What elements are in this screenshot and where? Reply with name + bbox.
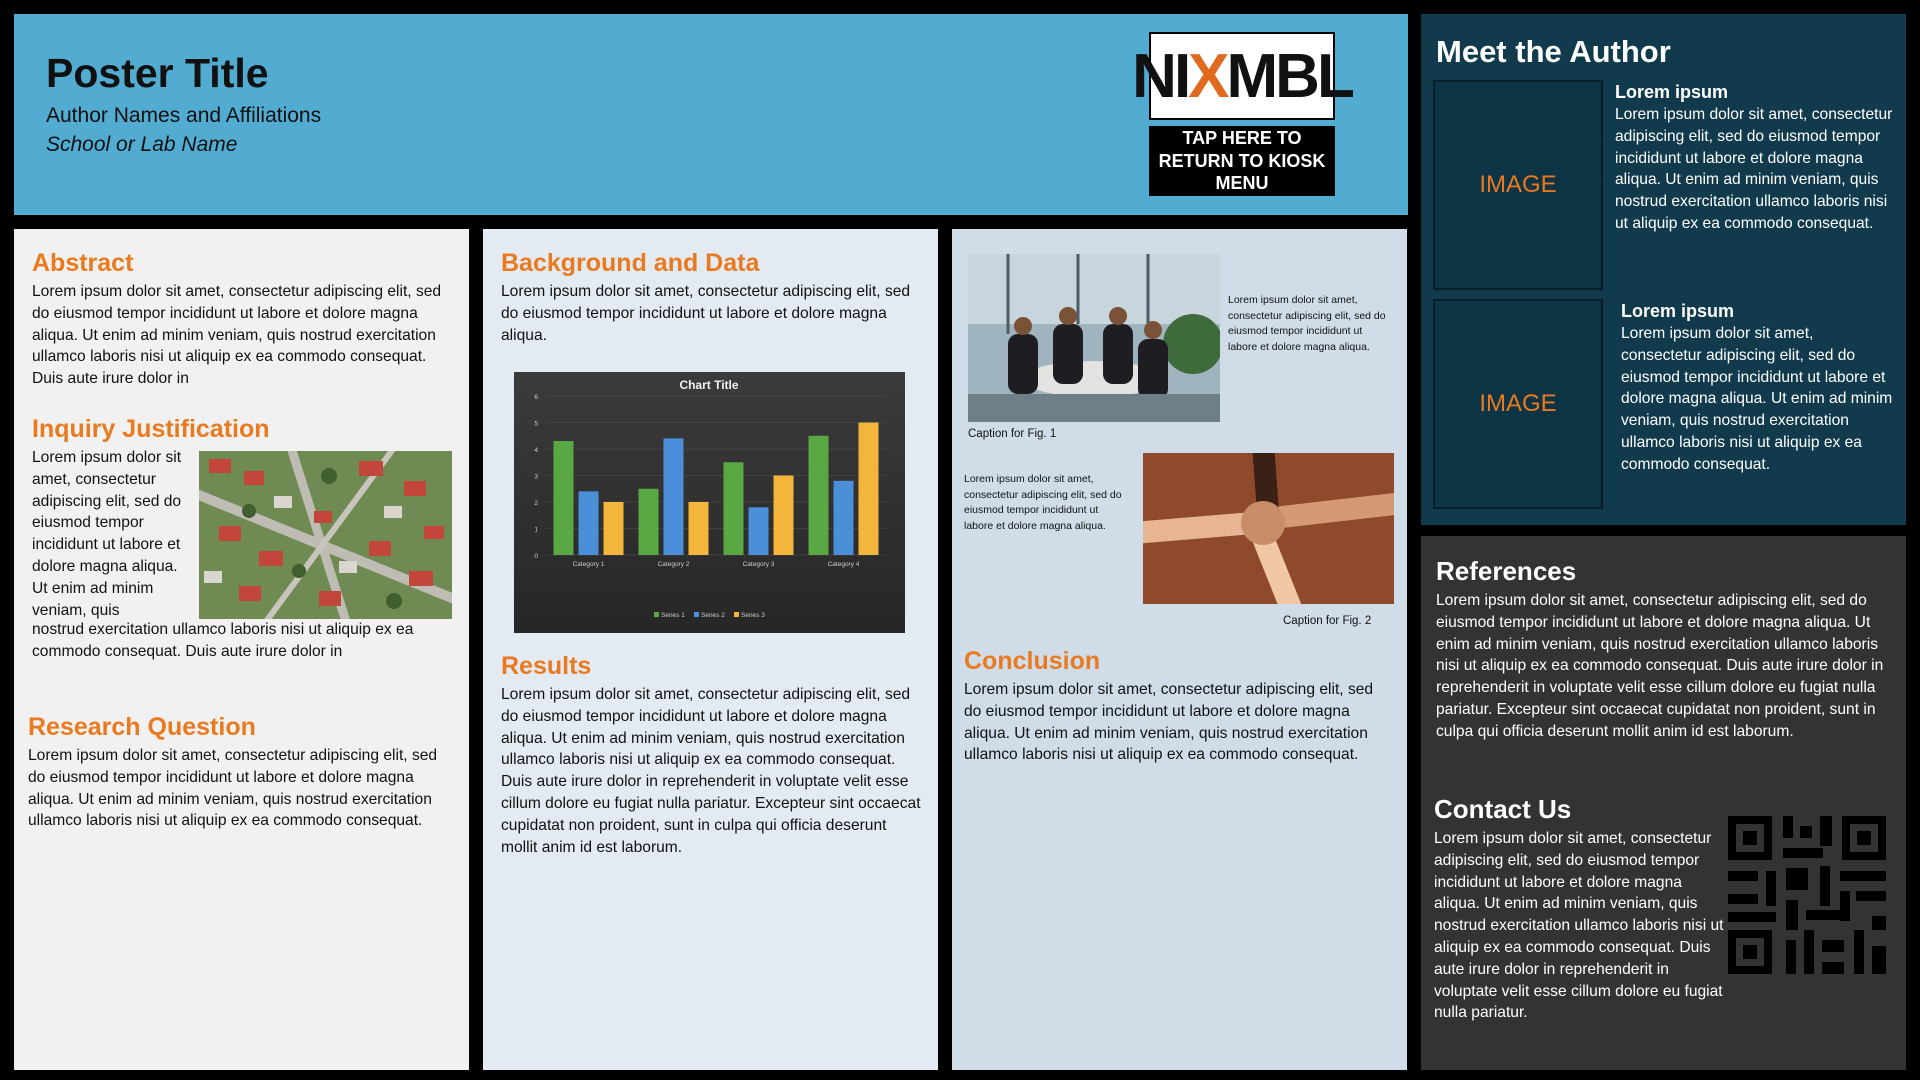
chart-x-tick-label: Category 3 — [742, 561, 775, 568]
chart-bar — [579, 491, 599, 555]
logo-dna-x: X — [1188, 41, 1227, 111]
chart-bar — [604, 502, 624, 555]
chart-legend-label: Series 3 — [741, 612, 765, 619]
poster-title: Poster Title — [46, 50, 269, 96]
contact-text: Lorem ipsum dolor sit amet, consectetur adipiscing elit, sed do eiusmod tempor incididunt ut labore et dolore magna aliqua. Ut enim ad minim veniam, quis nostrud exercitation ullamco laboris nisi ut aliquip ex ea commodo consequat. Duis aute irure dolor in reprehenderit in voluptate velit esse cillum dolore eu fugiat nulla pariatur. — [1434, 830, 1724, 1022]
chart-y-tick-label: 3 — [534, 473, 538, 481]
chart-bar — [664, 438, 684, 555]
author-names: Author Names and Affiliations — [46, 104, 322, 127]
chart-y-tick-label: 6 — [534, 394, 538, 401]
author-2-name: Lorem ipsum — [1621, 301, 1735, 321]
return-to-kiosk-button[interactable]: TAP HERE TO RETURN TO KIOSK MENU — [1149, 126, 1335, 196]
inquiry-text-wrap: Lorem ipsum dolor sit amet, consectetur adipiscing elit, sed do eiusmod tempor incididunt ut labore et dolore magna aliqua. Ut enim ad minim veniam, quis — [32, 449, 182, 619]
conclusion-text: Lorem ipsum dolor sit amet, consectetur adipiscing elit, sed do eiusmod tempor incididunt ut labore et dolore magna aliqua. Ut enim ad minim veniam, quis nostrud exercitation ullamco laboris nisi ut aliquip ex ea commodo consequat. — [964, 681, 1374, 764]
chart-legend-swatch — [734, 612, 739, 617]
chart-x-tick-label: Category 1 — [572, 561, 605, 568]
qr-code-svg — [1728, 816, 1886, 974]
chart-bar — [774, 476, 794, 556]
author-1-image-placeholder: IMAGE — [1433, 80, 1603, 290]
results-heading: Results — [501, 652, 592, 680]
author-2-bio: Lorem ipsum dolor sit amet, consectetur adipiscing elit, sed do eiusmod tempor incididunt ut labore et dolore magna aliqua. Ut enim ad minim veniam, quis nostrud exercitation ullamco laboris nisi ut aliquip ex ea commodo consequat. — [1621, 325, 1893, 473]
meet-the-author-panel — [1421, 14, 1906, 525]
conclusion-heading: Conclusion — [964, 647, 1101, 675]
chart-bar — [809, 436, 829, 555]
chart-legend-label: Series 1 — [661, 612, 685, 619]
fig1-caption: Caption for Fig. 1 — [968, 428, 1057, 440]
references-contact-panel — [1421, 536, 1906, 1070]
inquiry-heading: Inquiry Justification — [32, 415, 270, 443]
chart-bar — [834, 481, 854, 555]
chart-bar — [554, 441, 574, 555]
chart-x-tick-label: Category 2 — [657, 561, 690, 568]
abstract-heading: Abstract — [32, 249, 134, 277]
chart-x-tick-label: Category 4 — [827, 561, 860, 568]
bar-chart-svg — [514, 372, 905, 633]
chart-y-tick-label: 5 — [534, 420, 538, 428]
chart-y-tick-label: 4 — [534, 447, 538, 454]
hands-photo-svg — [1143, 453, 1394, 604]
fig2-text: Lorem ipsum dolor sit amet, consectetur adipiscing elit, sed do eiusmod tempor incididunt ut labore et dolore magna aliqua. — [964, 473, 1122, 532]
chart-y-tick-label: 1 — [534, 526, 538, 534]
chart-legend-label: Series 2 — [701, 612, 725, 619]
chart-y-tick-label: 2 — [534, 500, 538, 507]
abstract-text: Lorem ipsum dolor sit amet, consectetur adipiscing elit, sed do eiusmod tempor incididunt ut labore et dolore magna aliqua. Ut enim ad minim veniam, quis nostrud exercitation ullamco laboris nisi ut aliquip ex ea commodo consequat. Duis aute irure dolor in — [32, 283, 442, 388]
chart-bar — [639, 489, 659, 555]
neighborhood-aerial-svg — [199, 451, 452, 619]
background-text: Lorem ipsum dolor sit amet, consectetur adipiscing elit, sed do eiusmod tempor incididunt ut labore et dolore magna aliqua. — [501, 283, 911, 344]
references-heading: References — [1436, 556, 1577, 586]
logo-text-right: MBL — [1226, 41, 1352, 111]
neighborhood-aerial-image — [199, 451, 452, 619]
meeting-photo — [968, 254, 1220, 422]
logo-text-left: NI — [1132, 41, 1189, 111]
qr-code[interactable] — [1728, 816, 1886, 974]
hands-photo — [1143, 453, 1394, 604]
chart-title: Chart Title — [679, 378, 739, 392]
chart-legend-swatch — [654, 612, 659, 617]
research-question-heading: Research Question — [28, 713, 256, 741]
contact-heading: Contact Us — [1434, 794, 1572, 824]
poster-header — [14, 14, 1408, 215]
nimbl-logo — [1132, 32, 1352, 120]
bar-chart — [514, 372, 905, 633]
results-text: Lorem ipsum dolor sit amet, consectetur adipiscing elit, sed do eiusmod tempor incididunt ut labore et dolore magna aliqua. Ut enim ad minim veniam, quis nostrud exercitation ullamco laboris nisi ut aliquip ex ea commodo consequat. Duis aute irure dolor in reprehenderit in voluptate velit esse cillum dolore eu fugiat nulla pariatur. Excepteur sint occaecat cupidatat non proident, sunt in culpa qui officia deserunt mollit anim id est laborum. — [501, 686, 921, 856]
references-text: Lorem ipsum dolor sit amet, consectetur adipiscing elit, sed do eiusmod tempor incididunt ut labore et dolore magna aliqua. Ut enim ad minim veniam, quis nostrud exercitation ullamco laboris nisi ut aliquip ex ea commodo consequat. Duis aute irure dolor in reprehenderit in voluptate velit esse cillum dolore eu fugiat nulla pariatur. Excepteur sint occaecat cupidatat non proident, sunt in culpa qui officia deserunt mollit anim id est laborum. — [1436, 592, 1884, 740]
chart-bar — [724, 462, 744, 555]
author-2-image-placeholder: IMAGE — [1433, 299, 1603, 509]
chart-bar — [689, 502, 709, 555]
school-name: School or Lab Name — [46, 133, 238, 156]
fig1-text: Lorem ipsum dolor sit amet, consectetur adipiscing elit, sed do eiusmod tempor incididunt ut labore et dolore magna aliqua. — [1228, 294, 1386, 353]
column-right — [952, 229, 1407, 1070]
chart-y-tick-label: 0 — [534, 553, 538, 560]
column-middle — [483, 229, 938, 1070]
meeting-photo-svg — [968, 254, 1220, 422]
fig2-caption: Caption for Fig. 2 — [1283, 615, 1372, 627]
chart-legend-swatch — [694, 612, 699, 617]
meet-author-heading: Meet the Author — [1436, 34, 1671, 69]
research-question-text: Lorem ipsum dolor sit amet, consectetur adipiscing elit, sed do eiusmod tempor incididunt ut labore et dolore magna aliqua. Ut enim ad minim veniam, quis nostrud exercitation ullamco laboris nisi ut aliquip ex ea commodo consequat. — [28, 747, 438, 830]
chart-bar — [749, 507, 769, 555]
background-heading: Background and Data — [501, 249, 760, 277]
column-left — [14, 229, 469, 1070]
author-1-bio: Lorem ipsum dolor sit amet, consectetur adipiscing elit, sed do eiusmod tempor incididunt ut labore et dolore magna aliqua. Ut enim ad minim veniam, quis nostrud exercitation ullamco laboris nisi ut aliquip ex ea commodo consequat. — [1615, 106, 1893, 232]
inquiry-text-full: nostrud exercitation ullamco laboris nisi ut aliquip ex ea commodo consequat. Duis aute irure dolor in — [32, 621, 414, 660]
author-1-name: Lorem ipsum — [1615, 82, 1729, 102]
chart-bar — [859, 423, 879, 556]
